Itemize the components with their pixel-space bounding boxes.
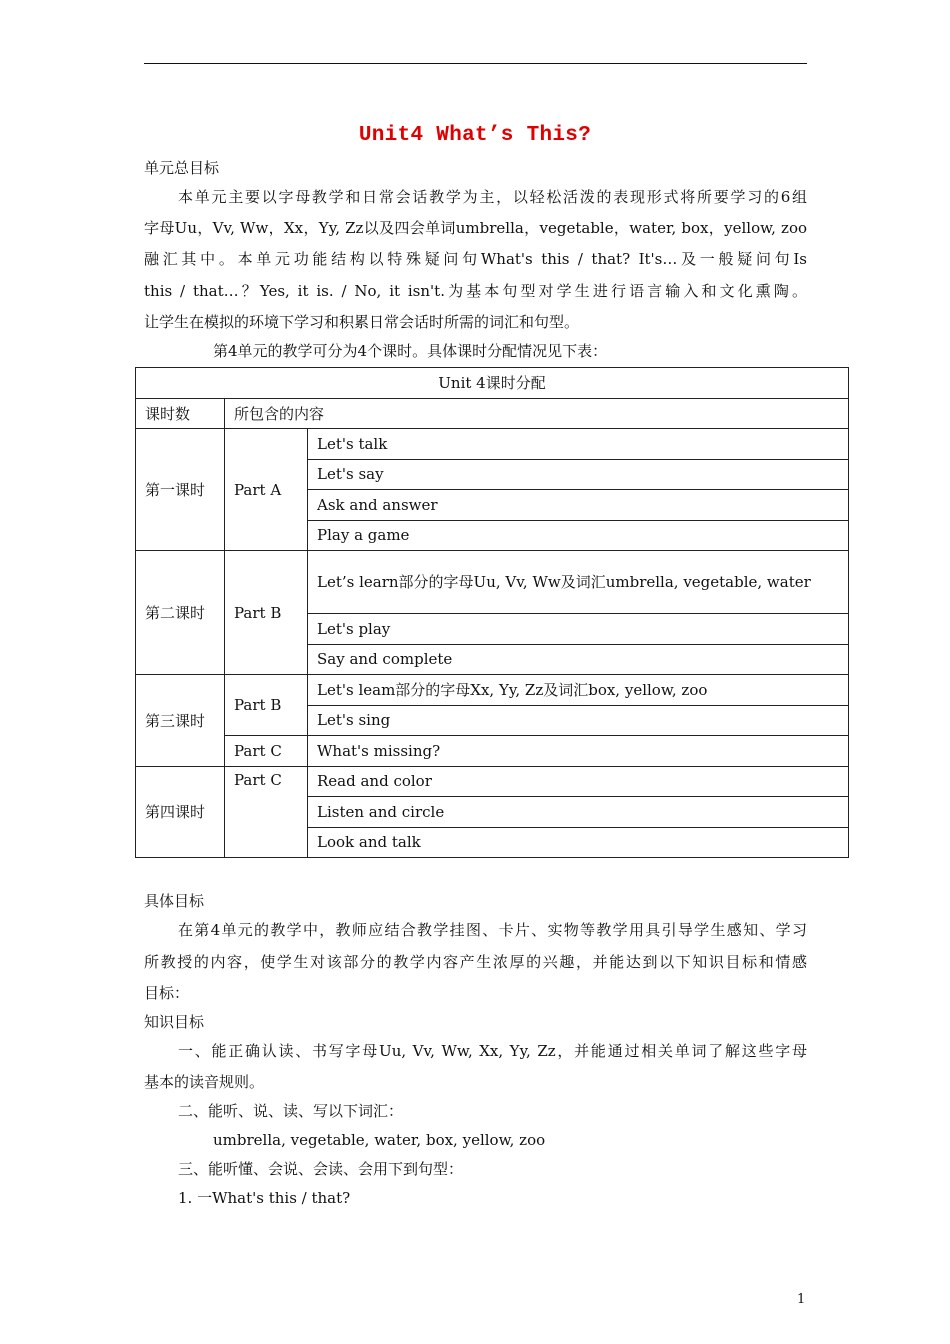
lesson-name: 第一课时 <box>136 429 225 551</box>
content-cell: Look and talk <box>308 827 849 858</box>
table-row <box>136 675 849 706</box>
content-cell: Let's leam部分的字母Xx, Yy, Zz及词汇box, yellow, zoo <box>308 675 849 706</box>
table-caption: Unit 4课时分配 <box>136 368 849 399</box>
content-cell: Say and complete <box>308 644 849 675</box>
part-cell: Part A <box>225 429 308 551</box>
intro-line: 字母Uu，Vv, Ww，Xx，Yy, Zz以及四会单词umbrella，vegetable，water, box，yellow, zoo <box>144 219 807 237</box>
lesson-name: 第四课时 <box>136 766 225 858</box>
goal-line: 在第4单元的教学中，教师应结合教学挂图、卡片、实物等教学用具引导学生感知、学习 <box>178 921 807 939</box>
table-caption-row <box>136 368 849 399</box>
header-cell: 所包含的内容 <box>225 398 849 429</box>
part-cell: Part B <box>225 551 308 675</box>
content-cell: Listen and circle <box>308 797 849 828</box>
section-heading-knowledge-goals: 知识目标 <box>144 1013 205 1031</box>
header-rule <box>144 63 807 64</box>
content-cell: Let's say <box>308 459 849 490</box>
intro-line: 让学生在模拟的环境下学习和积累日常会话时所需的词汇和句型。 <box>144 313 580 331</box>
header-cell: 课时数 <box>136 398 225 429</box>
knowledge-item-1: 一、能正确认读、书写字母Uu, Vv, Ww, Xx, Yy, Zz，并能通过相关单词了解这些字母 <box>178 1042 807 1060</box>
content-cell: Let's sing <box>308 705 849 736</box>
goal-line: 所教授的内容，使学生对该部分的教学内容产生浓厚的兴趣，并能达到以下知识目标和情感 <box>144 953 807 971</box>
part-cell: Part C <box>225 766 308 858</box>
content-cell: Read and color <box>308 766 849 797</box>
page-number: 1 <box>797 1292 806 1307</box>
allocation-intro: 第4单元的教学可分为4个课时。具体课时分配情况见下表： <box>213 342 608 360</box>
knowledge-item-2: 二、能听、说、读、写以下词汇： <box>178 1102 404 1120</box>
section-heading-specific-goals: 具体目标 <box>144 892 205 910</box>
table-row <box>136 551 849 614</box>
document-title: Unit4 What’s This? <box>358 124 592 147</box>
content-cell: Let’s learn部分的字母Uu, Vv, Ww及词汇umbrella, vegetable, water <box>308 551 849 614</box>
lesson-allocation-table <box>135 367 849 858</box>
lesson-name: 第三课时 <box>136 675 225 767</box>
content-cell: What's missing? <box>308 736 849 767</box>
goal-line: 目标： <box>144 984 190 1002</box>
table-header-row <box>136 398 849 429</box>
table-row <box>136 736 849 767</box>
knowledge-item-3: 三、能听懂、会说、会读、会用下到句型： <box>178 1160 464 1178</box>
section-heading-overall-goals: 单元总目标 <box>144 159 220 177</box>
lesson-name: 第二课时 <box>136 551 225 675</box>
vocabulary-list: umbrella, vegetable, water, box, yellow, zoo <box>213 1131 546 1149</box>
content-cell: Let's play <box>308 614 849 645</box>
part-cell: Part C <box>225 736 308 767</box>
table-row <box>136 429 849 460</box>
part-cell: Part B <box>225 675 308 736</box>
sentence-pattern-1: 1. 一What's this / that? <box>178 1189 351 1207</box>
knowledge-item-1-cont: 基本的读音规则。 <box>144 1073 265 1091</box>
intro-line: this / that…？Yes, it is. / No, it isn't.为基本句型对学生进行语言输入和文化熏陶。 <box>144 282 807 300</box>
content-cell: Let's talk <box>308 429 849 460</box>
content-cell: Play a game <box>308 520 849 551</box>
table-row <box>136 766 849 797</box>
content-cell: Ask and answer <box>308 490 849 521</box>
intro-line: 本单元主要以字母教学和日常会话教学为主，以轻松活泼的表现形式将所要学习的6组 <box>178 188 807 206</box>
intro-line: 融汇其中。本单元功能结构以特殊疑问句What's this / that? It's…及一般疑问句Is <box>144 250 807 268</box>
